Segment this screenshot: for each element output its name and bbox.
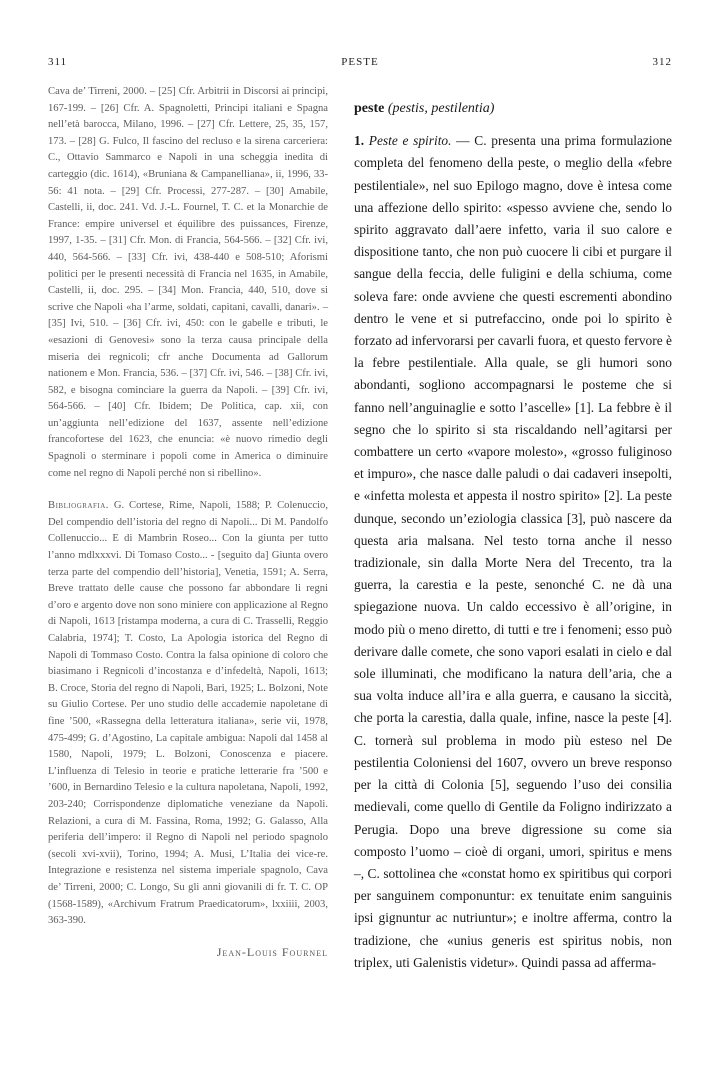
running-head <box>48 56 672 74</box>
section-number: 1. <box>354 133 365 149</box>
entry-body <box>354 130 672 974</box>
page-number-right: 312 <box>652 56 672 68</box>
running-title: PESTE <box>341 56 379 68</box>
entry-heading <box>354 98 672 120</box>
right-column <box>354 84 672 974</box>
section-title: Peste e spirito. <box>368 133 452 149</box>
bibliography-label: Bibliografia. <box>48 500 109 512</box>
page-number-left: 311 <box>48 56 68 68</box>
entry-lemma: peste <box>354 101 385 116</box>
left-column <box>48 84 328 960</box>
bibliography <box>48 498 328 929</box>
bibliography-text: G. Cortese, Rime, Napoli, 1588; P. Colenuccio, Del compendio dell’istoria del regno di Napoli... Di M. Pandolfo Collenuccio... E di Mambrin Roseo... Con la giunta per tutto l’anno mdlxxxvi. Di Tomaso Costo... - [seguito da] Giunta overo terza parte del compendio dell’historia], Venetia, 1591; A. Serra, Breve trattato delle cause che possono far abbondare li regni d’oro e argento dove non sono miniere con applicazione al Regno di Napoli, 1613 [ristampa moderna, a cura di C. Trasselli, Reggio Calabria, 1974]; T. Costo, La Apologia istorica del Regno di Napoli di Tommaso Costo. Contra la falsa opinione di coloro che biasimano i Regnicoli d’incostanza e d’infedeltà, Napoli, 1613; B. Croce, Storia del regno di Napoli, Bari, 1925; L. Bolzoni, Note su Giulio Cortese. Per uno studio delle accademie napoletane di fine ’500, «Rassegna della letteratura italiana», serie vii, 1978, 475-499; G. d’Agostino, La capitale ambigua: Napoli dal 1458 al 1580, Napoli, 1979; L. Bolzoni, Conoscenza e piacere. L’influenza di Telesio in teorie e pratiche letterarie fra ’500 e ’600, in Bernardino Telesio e la cultura napoletana, Napoli, 1992, 203-240; Corrispondenze diplomatiche veneziane da Napoli. Relazioni, a cura di M. Fassina, Roma, 1992; G. Galasso, Alla periferia dell’impero: il Regno di Napoli nel periodo spagnolo (secoli xvi-xvii), Torino, 1994; A. Musi, L’Italia dei vice-re. Integrazione e resistenza nel sistema imperiale spagnolo, Cava de’ Tirreni, 2000; C. Longo, Su gli anni giovanili di fr. T. C. OP (1568-1589), «Archivum Fratrum Praedicatorum», lxxiiii, 2003, 363-390. <box>48 500 329 927</box>
section-body: — C. presenta una prima formulazione completa del fenomeno della peste, o meglio della «febre pestilentiale», nel suo Epilogo magno, dove è intesa come una affezione dello spirito: «spesso avviene che, sendo lo spirito aggravato dall’aere infetto, varia il suo calore e dispositione tanto, che non può cuocere li cibi et purgare il sangue della feccia, delle fuligini e della schiuma, come soleva fare: onde avviene che questi escrementi abondino dentro le vene et si putrefaccino, onde poi lo spirito è forzato ad infervorarsi per cavarli fuora, et questo fervore è la febre pestilentiale. Alla quale, se gli humori sono abondanti, sogliono accompagnarsi le posteme che si fanno nell’anguinaglie e sotto l’ascelle» [1]. La febbre è il segno che lo spirito si sta riscaldando nell’agitarsi per combattere un certo «vapore molesto», «grosso fuliginoso et impuro», che nasce dalle paludi o dai cadaveri insepolti, e «infetta molesta et appesta il nostro spirito» [2]. La peste dunque, secondo un’eziologia classica [3], può nascere da questa aria malsana. Nel testo torna anche il nesso tradizionale, sin dalla Morte Nera del Trecento, tra la guerra, la carestia e la peste, senonché C. ne dà una spiegazione nuova. Un caldo eccessivo è all’origine, in modo più o meno diretto, di tutti e tre i fenomeni; esso può derivare dalle comete, che sono vapori esalati in cielo e dal sole illuminati, che modificano la natura dell’aria, che a sua volta induce all’ira e alla guerra, e causano la siccità, che porta la carestia, dalla quale, infine, nasce la peste [4]. C. tornerà sul problema in modo più esteso nel De pestilentia Coloniensi del 1607, ovvero un breve responso per la città di Colonia [5], seguendo l’uso dei consilia medievali, come quello di Gentile da Foligno indirizzato a Perugia. Dopo una breve digressione su come sia composto l’uomo – cioè di organi, umori, spiritus e mens –, C. sottolinea che «constat homo ex spiritibus qui corpori per sanguinem componuntur: ex tenuitate enim sanguinis ipsi gignuntur ac nutriuntur»; e inoltre afferma, contro la tradizione, che «unius generis est spiritus nobis, non triplex, uti Galenistis videtur». Quindi passa ad afferma- <box>354 133 672 970</box>
endnotes: Cava de’ Tirreni, 2000. – [25] Cfr. Arbitrii in Discorsi ai principi, 167-199. – [26] Cfr. A. Spagnoletti, Principi italiani e Spagna nell’età barocca, Milano, 1996. – [27] Cfr. Lettere, 25, 35, 157, 173. – [28] G. Fulco, Il fascino del recluso e la sirena carceriera: C., Ottavio Sammarco e Napoli in una scheggia inedita di carteggio (dic. 1614), «Bruniana & Campanelliana», ii, 1996, 33-56: 41 nota. – [29] Cfr. Processi, 277-287. – [30] Amabile, Castelli, ii, doc. 241. Vd. J.-L. Fournel, T. C. et la Monarchie de France: empire universel et équilibre des puissances, Firenze, 1997, 1-35. – [31] Cfr. Mon. di Francia, 564-566. – [32] Cfr. ivi, 440, 564-566. – [33] Cfr. ivi, 438-440 e 508-510; Aforismi politici per le presenti necessità di Francia nel 1635, in Amabile, Castelli, ii, doc. 295. – [34] Mon. Francia, 440, 510, dove si scrive che Napoli «ha l’arme, soldati, capitani, cavalli, danari». – [35] Ivi, 510. – [36] Cfr. ivi, 450: con le gabelle e tributi, le «esazioni di Genovesi» sono la terza causa principale della miseria dei regnicoli; cfr anche Documenta ad Gallorum nationem e Mon. Francia, 536. – [37] Cfr. ivi, 546. – [38] Cfr. ivi, 582, e bisogna cominciare la guerra da Napoli. – [39] Cfr. ivi, 564-566. – [40] Cfr. Ibidem; De Politica, cap. xii, con un’aggiunta nell’edizione del 1637, assente nell’edizione francofortese del 1623, che enuncia: «è nuovo rimedio degli Spagnoli o sterminare i popoli come in America o diminuire come nel regno di Napoli perché non si ribellino». <box>48 86 328 479</box>
entry-author: Jean-Louis Fournel <box>216 944 328 959</box>
entry-etymology: (pestis, pestilentia) <box>387 101 495 116</box>
